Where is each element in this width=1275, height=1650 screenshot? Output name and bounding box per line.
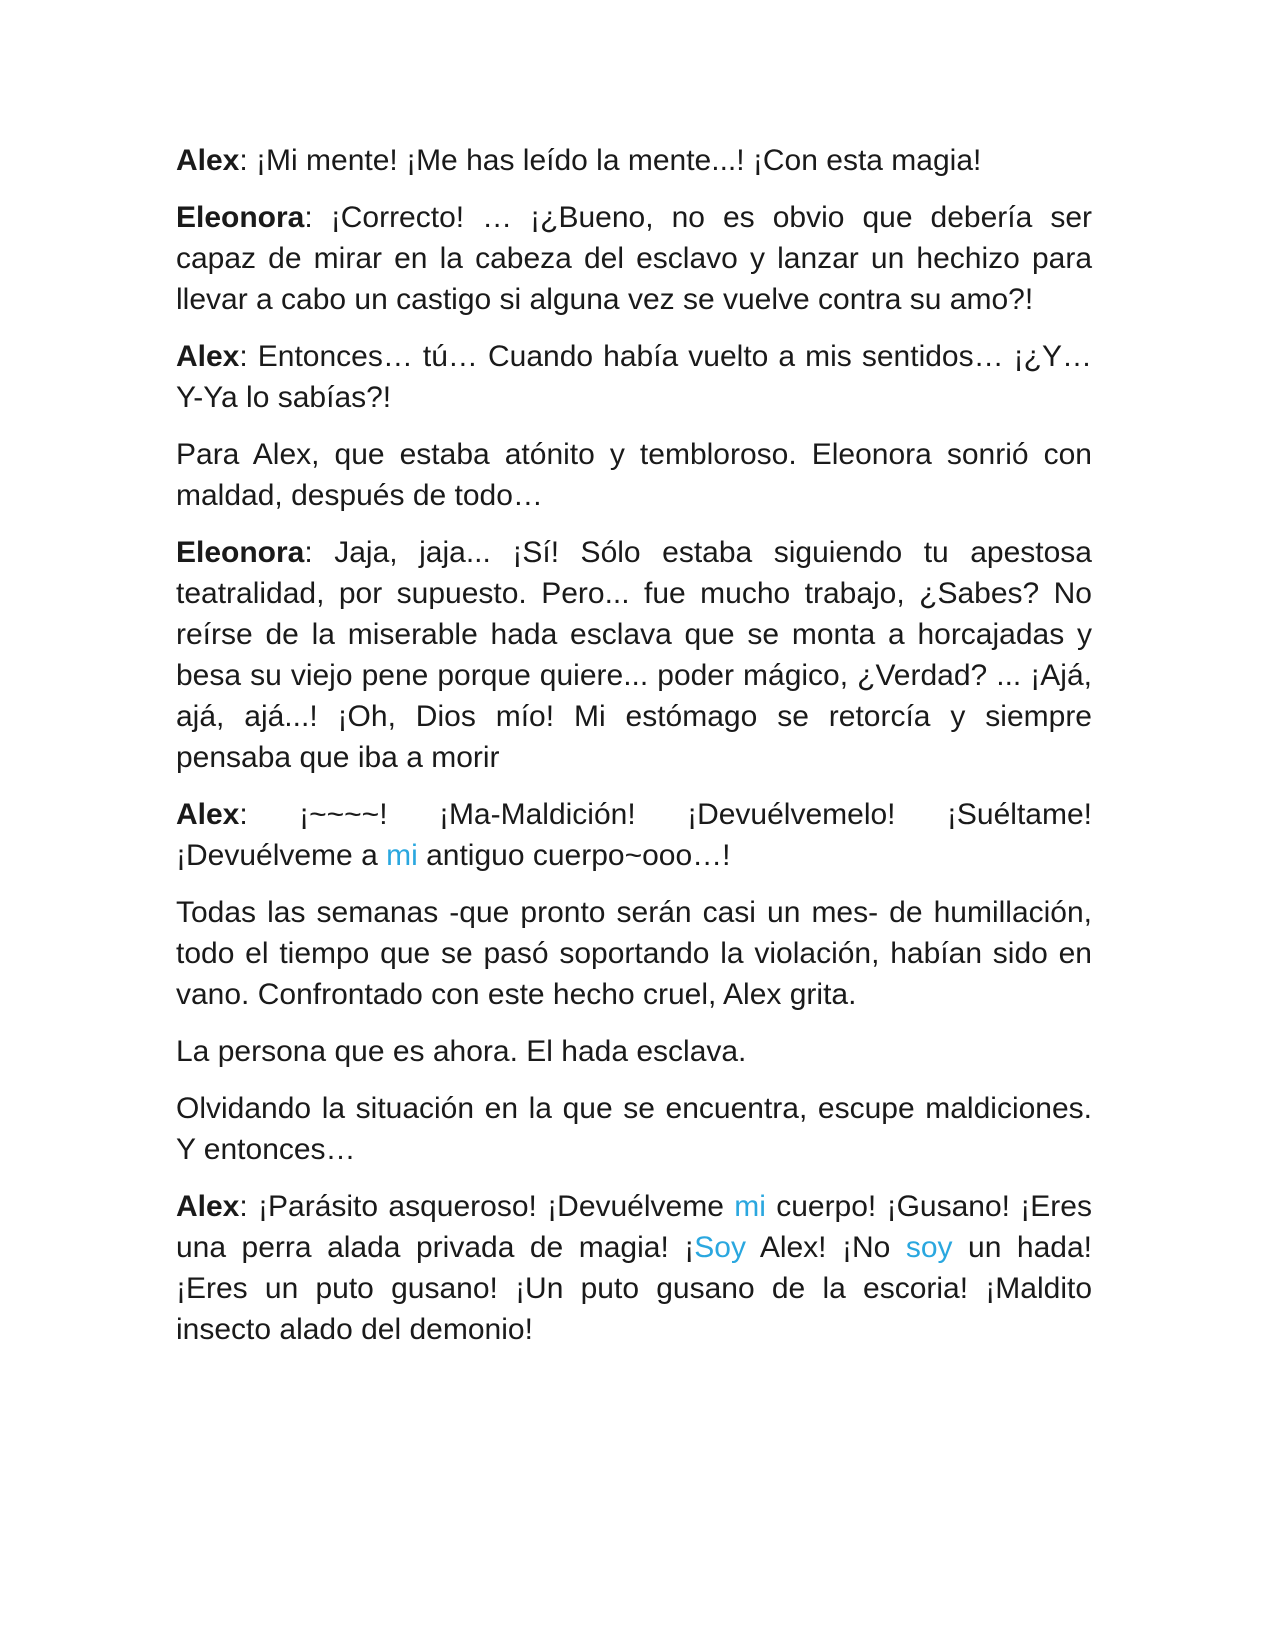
dialogue-paragraph [176,140,1092,181]
paragraph-text: Todas las semanas -que pronto serán casi un mes- de humillación, todo el tiempo que se pasó soportando la violación, habían sido en vano. Confrontado con este hecho cruel, Alex grita. [176,896,1092,1011]
dialogue-paragraph [176,794,1092,876]
dialogue-paragraph [176,197,1092,320]
speaker-name: Alex [176,144,240,177]
speaker-name: Alex [176,1190,240,1223]
paragraph-text: : ¡~~~~! ¡Ma-Maldición! ¡Devuélvemelo! ¡Suéltame! ¡Devuélveme a [176,798,1092,872]
paragraph-text: : Entonces… tú… Cuando había vuelto a mis sentidos… ¡¿Y… Y-Ya lo sabías?! [176,340,1092,414]
speaker-name: Eleonora [176,201,305,234]
dialogue-paragraph [176,1186,1092,1350]
paragraph-text: : Jaja, jaja... ¡Sí! Sólo estaba siguiendo tu apestosa teatralidad, por supuesto. Pero... fue mucho trabajo, ¿Sabes? No reírse de la miserable hada esclava que se monta a horcajadas y besa su viejo pene porque quiere... poder mágico, ¿Verdad? ... ¡Ajá, ajá, ajá...! ¡Oh, Dios mío! Mi estómago se retorcía y siempre pensaba que iba a morir [176,536,1092,774]
dialogue-paragraph [176,336,1092,418]
paragraph-text: : ¡Mi mente! ¡Me has leído la mente...! ¡Con esta magia! [239,144,982,177]
paragraph-text: un hada! ¡Eres un puto gusano! ¡Un puto gusano de la escoria! ¡Maldito insecto alado del demonio! [176,1231,1092,1346]
paragraph-text: Alex! ¡No [745,1231,906,1264]
highlighted-word: soy [905,1231,953,1264]
highlighted-word: Soy [694,1231,746,1264]
speaker-name: Alex [176,340,240,373]
narration-paragraph [176,434,1092,516]
dialogue-paragraph [176,532,1092,778]
narration-paragraph [176,1031,1092,1072]
highlighted-word: mi [386,839,418,872]
paragraph-text: : ¡Correcto! … ¡¿Bueno, no es obvio que debería ser capaz de mirar en la cabeza del esclavo y lanzar un hechizo para llevar a cabo un castigo si alguna vez se vuelve contra su amo?! [176,201,1092,316]
paragraph-text: La persona que es ahora. El hada esclava. [176,1035,747,1068]
paragraph-text: cuerpo! ¡Gusano! ¡Eres una perra alada privada de magia! ¡ [176,1190,1092,1264]
paragraph-text: : ¡Parásito asqueroso! ¡Devuélveme [239,1190,735,1223]
speaker-name: Eleonora [176,536,305,569]
narration-paragraph [176,892,1092,1015]
speaker-name: Alex [176,798,240,831]
paragraph-text: Olvidando la situación en la que se encuentra, escupe maldiciones. Y entonces… [176,1092,1092,1166]
narration-paragraph [176,1088,1092,1170]
document-page [176,140,1092,1366]
highlighted-word: mi [734,1190,766,1223]
paragraph-text: antiguo cuerpo~ooo…! [417,839,731,872]
paragraph-text: Para Alex, que estaba atónito y tembloroso. Eleonora sonrió con maldad, después de todo… [176,438,1092,512]
